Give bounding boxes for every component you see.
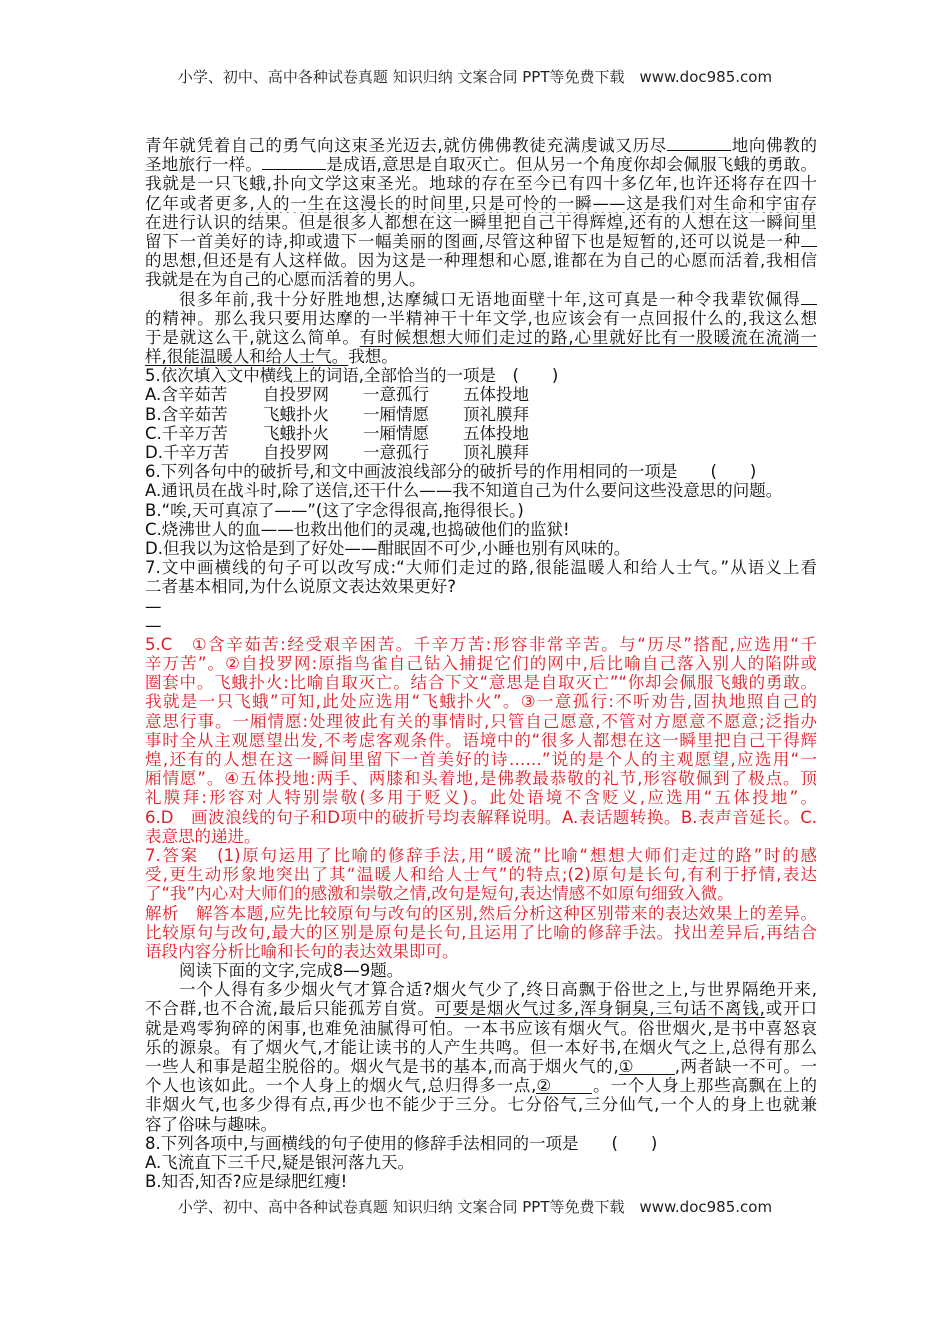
answer-line: [145, 692, 817, 711]
text-segment: 容了俗味与趣味。: [145, 1114, 277, 1134]
option-word: 一意孤行: [363, 385, 429, 405]
option-word: 飞蛾扑火: [263, 423, 329, 443]
text-segment: 解析 解答本题,应先比较原句与改句的区别,然后分析这种区别带来的表达效果上的差异。: [145, 903, 817, 923]
text-line: [145, 347, 817, 366]
answer-line: [145, 673, 817, 692]
text-segment: C.烧沸世人的血——也救出他们的灵魂,也捣破他们的监狱!: [145, 519, 570, 539]
text-segment: —: [145, 615, 162, 635]
text-line: [145, 1038, 817, 1057]
text-segment: 圣地旅行一样。: [145, 155, 263, 175]
option-word: 顶礼膜拜: [463, 404, 529, 424]
text-line: [145, 213, 817, 232]
text-segment: 不合群,也不合流,最后只能孤芳自赏。: [145, 999, 435, 1019]
text-segment: —: [145, 596, 162, 616]
underlined-text: 可要是烟火气过多,浑身铜臭,三句话不离钱,: [434, 999, 765, 1019]
answer-line: [145, 654, 817, 673]
option-word: 顶礼膜拜: [463, 443, 529, 462]
underlined-text: 样,很能温暖人和给人士气。: [145, 347, 349, 367]
text-line: [145, 136, 817, 155]
answer-line: [145, 712, 817, 731]
text-segment: 意思行事。一厢情愿:处理彼此有关的事情时,只管自己愿意,不管对方愿意不愿意;泛指办: [145, 711, 817, 731]
option-word: 自投罗网: [263, 385, 329, 405]
answer-line: [145, 635, 817, 654]
answer-line: [145, 942, 817, 961]
text-segment: 是成语,意思是自取灭亡。但从另一个角度你却会佩服飞蛾的勇敢。: [326, 155, 817, 175]
text-segment: 阅读下面的文字,完成8—9题。: [179, 961, 404, 981]
text-segment: 就是鸡零狗碎的闲事,也难免油腻得可怕。一本书应该有烟火气。俗世烟火,是书中喜怒哀: [145, 1018, 817, 1038]
answer-line: [145, 731, 817, 750]
fill-blank: ②: [536, 1079, 592, 1094]
text-line: [145, 616, 817, 635]
text-segment: 6.下列各句中的破折号,和文中画波浪线部分的破折号的作用相同的一项是 ( ): [145, 462, 757, 482]
text-line: [145, 1153, 817, 1172]
option-word: 一意孤行: [363, 443, 429, 462]
answer-line: [145, 827, 817, 846]
text-segment: 留下一首美好的诗,抑或遗下一幅美丽的图画,尽管这种留下也是短暂的,还可以说是一种: [145, 231, 801, 251]
text-segment: 圈套中。飞蛾扑火:比喻自取灭亡。结合下文“意思是自取灭亡”“你却会佩服飞蛾的勇敢。: [145, 673, 817, 693]
text-segment: 了“我”内心对大师们的感激和崇敬之情,改句是短句,表达情感不如原句细致入微。: [145, 884, 734, 904]
option-word: 一厢情愿: [363, 404, 429, 424]
text-segment: 很多年前,我十分好胜地想,达摩缄口无语地面壁十年,这可真是一种令我辈钦佩得: [179, 289, 801, 309]
option-row: [145, 405, 817, 424]
text-segment: 7.文中画横线的句子可以改写成:“大师们走过的路,很能温暖人和给人士气。”从语义上看: [145, 558, 817, 578]
text-segment: 或开口: [764, 999, 817, 1019]
option-row: [145, 385, 817, 404]
text-segment: 5.C ①含辛茹苦:经受艰辛困苦。千辛万苦:形容非常辛苦。与“历尽”搭配,应选用“千: [145, 634, 817, 654]
option-word: A.含辛茹苦: [145, 385, 228, 405]
text-segment: A.通讯员在战斗时,除了送信,还干什么——我不知道自己为什么要问这些没意思的问题。: [145, 481, 783, 501]
text-segment: 7.答案 (1)原句运用了比喻的修辞手法,用“暖流”比喻“想想大师们走过的路”时的感: [145, 845, 817, 865]
answer-line: [145, 904, 817, 923]
option-word: 五体投地: [463, 423, 529, 443]
text-segment: 事时全从主观愿望出发,不考虑客观条件。语境中的“很多人都想在这一瞬里把自己干得辉: [145, 730, 817, 750]
page-header: 小学、初中、高中各种试卷真题 知识归纳 文案合同 PPT等免费下载 www.doc985.com: [177, 68, 773, 86]
text-line: [145, 999, 817, 1018]
text-line: [145, 520, 817, 539]
text-segment: 语段内容分析比喻和长句的表达效果即可。: [145, 941, 459, 961]
fill-blank: [801, 290, 817, 305]
text-segment: 一些人和事是超尘脱俗的。烟火气是书的基本,而高于烟火气的,: [145, 1057, 619, 1076]
text-line: [145, 174, 817, 193]
fill-blank: [667, 136, 731, 151]
text-segment: 煌,还有的人想在这一瞬间里留下一首美好的诗……”说的是个人的主观愿望,应选用“一: [145, 750, 817, 769]
text-segment: 一个人得有多少烟火气才算合适?烟火气少了,终日高飘于俗世之上,与世界隔绝开来,: [179, 980, 817, 1000]
text-segment: 地向佛教的: [731, 136, 817, 155]
text-line: [145, 961, 817, 980]
text-segment: 。但是很多人都想在这一瞬里把自己干得辉煌,还有的人想在这一瞬间里: [281, 212, 817, 232]
text-segment: 亿年或者更多,: [145, 193, 255, 213]
text-line: [145, 251, 817, 270]
text-segment: 我就是在为自己的心愿而活着的男人。: [145, 270, 426, 290]
answer-line: [145, 769, 817, 788]
text-segment: 我想。: [348, 347, 398, 367]
answer-line: [145, 884, 817, 903]
text-segment: 8.下列各项中,与画横线的句子使用的修辞手法相同的一项是 ( ): [145, 1133, 658, 1153]
option-word: 飞蛾扑火: [263, 404, 329, 424]
wavy-underlined-text: 人的一生在这漫长的时间里,只是可怜的一瞬——这是我们对生命和宇宙存: [254, 193, 817, 213]
text-segment: 6.D 画波浪线的句子和D项中的破折号均表解释说明。A.表话题转换。B.表声音延长。C.: [145, 807, 817, 827]
fill-blank: ①: [619, 1060, 675, 1075]
page-footer: 小学、初中、高中各种试卷真题 知识归纳 文案合同 PPT等免费下载 www.doc985.com: [177, 1198, 773, 1216]
text-line: [145, 290, 817, 309]
text-segment: 。一个人身上那些高飘在上的: [592, 1076, 817, 1096]
text-segment: 礼膜拜:形容对人特别崇敬(多用于贬义)。此处语境不含贬义,应选用“五体投地”。: [145, 788, 817, 808]
text-line: [145, 481, 817, 500]
text-segment: 非烟火气,也多少得有点,再少也不能少于三分。七分俗气,三分仙气,一个人的身上也就兼: [145, 1095, 817, 1115]
text-line: [145, 309, 817, 328]
text-line: [145, 366, 817, 385]
text-line: [145, 1134, 817, 1153]
text-segment: 受,更生动形象地突出了其“温暖人和给人士气”的特点;(2)原句是长句,有利于抒情,表达: [145, 865, 817, 885]
text-line: [145, 980, 817, 999]
text-segment: 辛万苦”。②自投罗网:原指鸟雀自己钻入捕捉它们的网中,后比喻自己落入别人的陷阱或: [145, 654, 817, 674]
option-word: D.千辛万苦: [145, 443, 229, 462]
option-row: [145, 443, 817, 462]
fill-blank: [801, 232, 817, 247]
option-word: 五体投地: [463, 385, 529, 405]
text-segment: 个人也该如此。一个人身上的烟火气,总归得多一点,: [145, 1076, 537, 1096]
text-segment: D.但我以为这恰是到了好处——酣眠固不可少,小睡也别有风味的。: [145, 538, 631, 558]
text-line: [145, 328, 817, 347]
text-line: [145, 501, 817, 520]
text-segment: B.知否,知否?应是绿肥红瘦!: [145, 1172, 348, 1192]
text-segment: B.“唉,天可真凉了——”(这了字念得很高,拖得很长。): [145, 500, 524, 520]
text-line: [145, 577, 817, 596]
text-segment: 5.依次填入文中横线上的词语,全部恰当的一项是 ( ): [145, 366, 559, 386]
option-word: C.千辛万苦: [145, 423, 228, 443]
text-line: [145, 1095, 817, 1114]
text-segment: 比较原句与改句,最大的区别是原句是长句,且运用了比喻的修辞手法。找出差异后,再结合: [145, 922, 817, 942]
option-word: 一厢情愿: [363, 423, 429, 443]
text-line: [145, 1057, 817, 1076]
answer-line: [145, 846, 817, 865]
option-word: B.含辛茹苦: [145, 404, 228, 424]
answer-line: [145, 788, 817, 807]
text-segment: 乐的源泉。有了烟火气,才能让读书的人产生共鸣。但一本好书,在烟火气之上,总得有那么: [145, 1037, 817, 1057]
text-line: [145, 194, 817, 213]
text-segment: 厢情愿”。④五体投地:两手、两膝和头着地,是佛教最恭敬的礼节,形容敬佩到了极点。顶: [145, 769, 817, 789]
text-line: [145, 1076, 817, 1095]
answer-line: [145, 808, 817, 827]
text-line: [145, 1115, 817, 1134]
text-line: [145, 155, 817, 174]
underlined-text: 有时候想想大师们走过的路,心里就好比有一股暖流在流淌一: [359, 327, 817, 347]
text-line: [145, 558, 817, 577]
option-word: 自投罗网: [263, 443, 329, 462]
fill-blank: [262, 155, 326, 170]
wavy-underlined-text: 在进行认识的结果: [145, 212, 282, 232]
text-segment: 表意思的递进。: [145, 826, 261, 846]
text-line: [145, 462, 817, 481]
answer-line: [145, 923, 817, 942]
text-segment: A.飞流直下三千尺,疑是银河落九天。: [145, 1152, 414, 1172]
text-line: [145, 270, 817, 289]
text-segment: 的精神。那么我只要用达摩的一半精神干十年文学,也应该会有一点回报什么的,我这么想: [145, 308, 817, 328]
answer-line: [145, 865, 817, 884]
text-line: [145, 1019, 817, 1038]
text-segment: 我就是一只飞蛾,扑向文学这束圣光。地球的存在至今已有四十多亿年,也许还将存在四十: [145, 174, 817, 194]
text-segment: 的思想,但还是有人这样做。因为这是一种理想和心愿,谁都在为自己的心愿而活着,我相信: [145, 251, 817, 271]
text-line: [145, 232, 817, 251]
text-line: [145, 1172, 817, 1191]
text-segment: 二者基本相同,为什么说原文表达效果更好?: [145, 577, 457, 597]
text-segment: 于是就这么干,就这么简单。: [145, 327, 360, 347]
text-segment: ,两者缺一不可。一: [674, 1057, 817, 1076]
text-segment: 青年就凭着自己的勇气向这束圣光迈去,就仿佛佛教徒充满虔诚又历尽: [145, 136, 667, 155]
document-body: [145, 136, 817, 1191]
option-row: [145, 424, 817, 443]
text-segment: 我就是一只飞蛾”可知,此处应选用“飞蛾扑火”。③一意孤行:不听劝告,固执地照自己的: [145, 692, 817, 712]
text-line: [145, 539, 817, 558]
text-line: [145, 597, 817, 616]
answer-line: [145, 750, 817, 769]
